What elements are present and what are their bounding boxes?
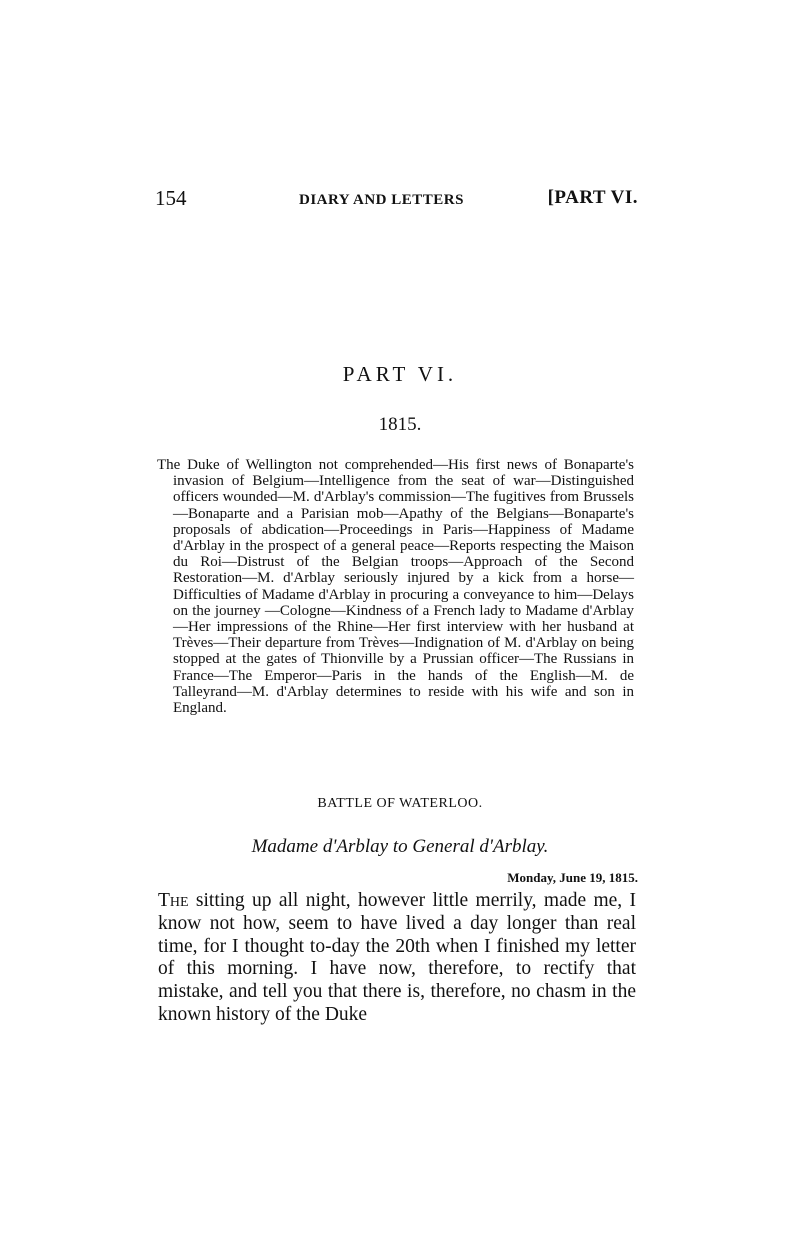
- letter-date: Monday, June 19, 1815.: [507, 870, 638, 885]
- part-title: PART VI.: [342, 362, 458, 386]
- part-reference: [PART VI.: [547, 187, 638, 208]
- chapter-synopsis: The Duke of Wellington not comprehended—His first news of Bonaparte's invasion of Belgium—Intelligence from the seat of war—Distinguished officers wounded—M. d'Arblay's commission—The fugitives from Brussels—Bonaparte and a Parisian mob—Apathy of the Belgians—Bonaparte's proposals of abdication—Proceedings in Paris—Happiness of Madame d'Arblay in the prospect of a general peace—Reports respecting the Maison du Roi—Distrust of the Belgian troops—Approach of the Second Restoration—M. d'Arblay seriously injured by a kick from a horse—Difficulties of Madame d'Arblay in procuring a conveyance to him—Delays on the journey —Cologne—Kindness of a French lady to Madame d'Arblay—Her impressions of the Rhine—Her first interview with her husband at Trèves—Their departure from Trèves—Indignation of M. d'Arblay on being stopped at the gates of Thionville by a Prussian officer—The Russians in France—The Emperor—Paris in the hands of the English—M. de Talleyrand—M. d'Arblay determines to reside with his wife and son in England.: [157, 457, 634, 717]
- running-title: DIARY AND LETTERS: [299, 192, 464, 208]
- letter-body-text: sitting up all night, however little merrily, made me, I know not how, seem to have lived a day longer than real time, for I thought to-day the 20th when I finished my letter of this morning. I have now, therefore, to rectify that mistake, and tell you that there is, therefore, no chasm in the known history of the Duke: [158, 890, 636, 1025]
- page-header: [155, 186, 638, 216]
- letter-heading: Madame d'Arblay to General d'Arblay.: [251, 836, 549, 857]
- page-number: 154: [155, 186, 187, 210]
- section-heading: BATTLE OF WATERLOO.: [317, 796, 483, 811]
- letter-body: [158, 890, 636, 1027]
- year-heading: 1815.: [378, 414, 422, 435]
- letter-opening-word: The: [158, 890, 189, 911]
